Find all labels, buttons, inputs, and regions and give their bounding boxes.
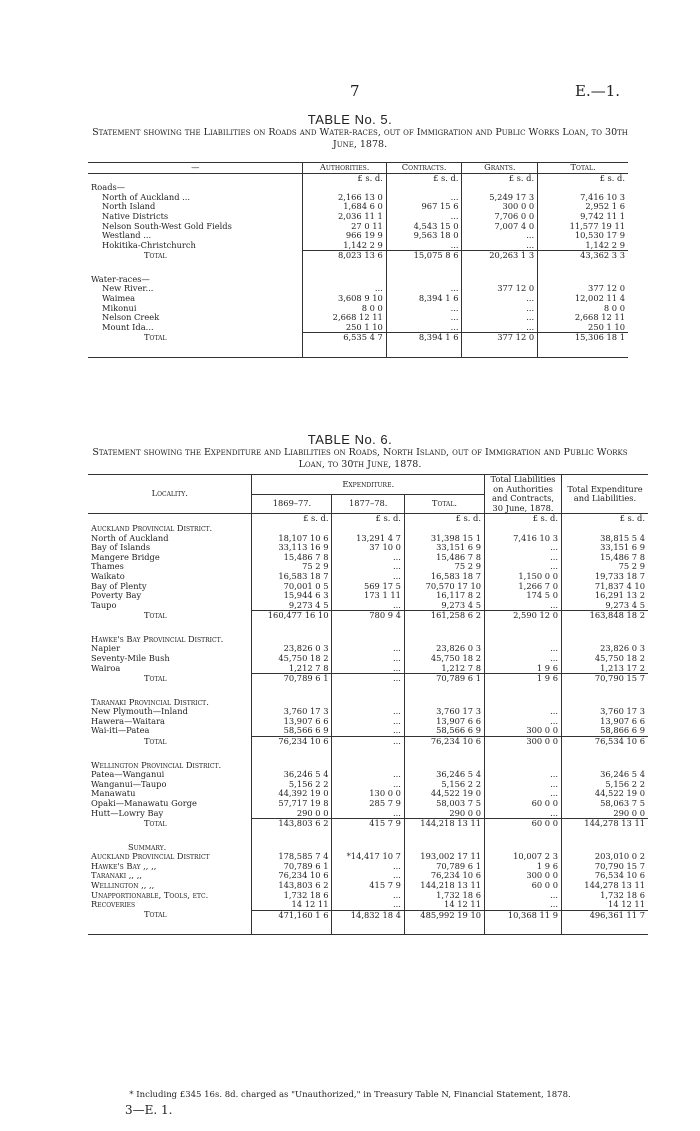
total-cell: 2,590 12 0 bbox=[485, 611, 562, 629]
value-cell: 71,837 4 10 bbox=[562, 582, 649, 592]
total-cell: 163,848 18 2 bbox=[562, 611, 649, 629]
value-cell: 7,416 10 3 bbox=[485, 534, 562, 544]
value-cell: ... bbox=[485, 543, 562, 553]
row-label: Auckland Provincial District bbox=[91, 851, 210, 862]
value-cell: ... bbox=[485, 780, 562, 790]
value-cell: 1,266 7 0 bbox=[485, 582, 562, 592]
value-cell: 7,007 4 0 bbox=[462, 222, 538, 232]
value-cell: 60 0 0 bbox=[485, 881, 562, 891]
row-label: Seventy-Mile Bush bbox=[91, 653, 170, 663]
value-cell: 1,150 0 0 bbox=[485, 572, 562, 582]
value-cell: 58,866 6 9 bbox=[562, 726, 649, 736]
value-cell: 9,273 4 5 bbox=[404, 601, 484, 611]
value-cell: 285 7 9 bbox=[332, 799, 404, 809]
value-cell: 5,156 2 2 bbox=[562, 780, 649, 790]
value-cell: 75 2 9 bbox=[252, 562, 332, 572]
value-cell: 4,543 15 0 bbox=[386, 222, 462, 232]
row-label: Hawera—Waitara bbox=[91, 715, 166, 726]
value-cell: 33,151 6 9 bbox=[562, 543, 649, 553]
gap-cell bbox=[332, 928, 404, 935]
value-cell: 174 5 0 bbox=[485, 591, 562, 601]
value-cell: 76,234 10 6 bbox=[252, 871, 332, 881]
value-cell: 415 7 9 bbox=[332, 881, 404, 891]
value-cell: 1 9 6 bbox=[485, 862, 562, 872]
expenditure-header: Expenditure. bbox=[252, 475, 485, 495]
value-cell: 8 0 0 bbox=[303, 304, 386, 314]
value-cell: 19,733 18 7 bbox=[562, 572, 649, 582]
value-cell: 12,002 11 4 bbox=[538, 294, 628, 304]
signature-mark: 3—E. 1. bbox=[125, 1103, 173, 1117]
value-cell: 1,684 6 0 bbox=[303, 202, 386, 212]
value-cell: 2,952 1 6 bbox=[538, 202, 628, 212]
value-cell: 13,907 6 6 bbox=[404, 717, 484, 727]
document-code: E.—1. bbox=[575, 82, 621, 100]
value-cell: ... bbox=[485, 891, 562, 901]
value-cell: 14 12 11 bbox=[562, 900, 649, 910]
value-cell: 13,907 6 6 bbox=[252, 717, 332, 727]
value-cell: ... bbox=[485, 553, 562, 563]
total-cell: 10,368 11 9 bbox=[485, 910, 562, 928]
row-label: Mikonui bbox=[102, 302, 137, 313]
total-cell: 6,535 4 7 bbox=[303, 333, 386, 351]
unit-label: £ s. d. bbox=[332, 514, 404, 524]
value-cell: 2,668 12 11 bbox=[303, 313, 386, 323]
value-cell: 2,668 12 11 bbox=[538, 313, 628, 323]
value-cell: ... bbox=[462, 231, 538, 241]
value-cell: 31,398 15 1 bbox=[404, 534, 484, 544]
value-cell: 36,246 5 4 bbox=[252, 770, 332, 780]
value-cell: 70,790 15 7 bbox=[562, 862, 649, 872]
row-label: Napier bbox=[91, 643, 121, 654]
value-cell: 76,534 10 6 bbox=[562, 871, 649, 881]
gap-cell bbox=[538, 351, 628, 358]
row-label: Thames bbox=[91, 561, 124, 572]
value-cell: *14,417 10 7 bbox=[332, 852, 404, 862]
value-cell: ... bbox=[462, 294, 538, 304]
value-cell: 23,826 0 3 bbox=[562, 644, 649, 654]
row-label: New River... bbox=[102, 283, 154, 294]
total-label: Total bbox=[144, 817, 167, 828]
gap-cell bbox=[462, 351, 538, 358]
total-cell: 415 7 9 bbox=[332, 819, 404, 837]
value-cell: 15,486 7 8 bbox=[562, 553, 649, 563]
value-cell: 16,583 18 7 bbox=[404, 572, 484, 582]
row-label: North of Auckland bbox=[91, 532, 169, 543]
value-cell: 70,570 17 10 bbox=[404, 582, 484, 592]
row-label: Patea—Wanganui bbox=[91, 769, 165, 780]
value-cell: ... bbox=[332, 891, 404, 901]
col-header: Contracts. bbox=[386, 163, 462, 174]
unit-label: £ s. d. bbox=[538, 173, 628, 183]
total-cell: 15,075 8 6 bbox=[386, 251, 462, 269]
row-label: Wellington ,, ,, bbox=[91, 880, 155, 890]
total-label: Total bbox=[144, 331, 167, 342]
total-cell: 14,832 18 4 bbox=[332, 910, 404, 928]
gap-cell bbox=[88, 928, 252, 935]
value-cell: ... bbox=[485, 654, 562, 664]
row-label: Hokitika-Christchurch bbox=[102, 239, 196, 250]
value-cell: 37 10 0 bbox=[332, 543, 404, 553]
gap-cell bbox=[404, 928, 484, 935]
value-cell: ... bbox=[485, 644, 562, 654]
value-cell: 8,394 1 6 bbox=[386, 294, 462, 304]
value-cell: ... bbox=[485, 562, 562, 572]
row-label: Opaki—Manawatu Gorge bbox=[91, 797, 197, 808]
value-cell: ... bbox=[332, 770, 404, 780]
row-label: Bay of Plenty bbox=[91, 580, 147, 591]
value-cell: ... bbox=[332, 862, 404, 872]
value-cell: 144,218 13 11 bbox=[404, 881, 484, 891]
value-cell: 1,732 18 6 bbox=[562, 891, 649, 901]
gap-cell bbox=[562, 928, 649, 935]
locality-header: Locality. bbox=[88, 475, 252, 514]
value-cell: 58,003 7 5 bbox=[404, 799, 484, 809]
value-cell: 9,563 18 0 bbox=[386, 231, 462, 241]
value-cell: 3,760 17 3 bbox=[252, 707, 332, 717]
value-cell: 36,246 5 4 bbox=[404, 770, 484, 780]
group-heading: Taranaki Provincial District. bbox=[91, 696, 209, 707]
total-cell: 76,534 10 6 bbox=[562, 737, 649, 755]
value-cell: ... bbox=[485, 770, 562, 780]
value-cell: 58,566 6 9 bbox=[404, 726, 484, 736]
total-header: Total. bbox=[404, 494, 484, 514]
value-cell: 13,907 6 6 bbox=[562, 717, 649, 727]
unit-label: £ s. d. bbox=[404, 514, 484, 524]
value-cell: 45,750 18 2 bbox=[252, 654, 332, 664]
table6 bbox=[88, 474, 648, 935]
value-cell: 2,036 11 1 bbox=[303, 212, 386, 222]
value-cell: 60 0 0 bbox=[485, 799, 562, 809]
row-label: Manawatu bbox=[91, 788, 136, 799]
value-cell: ... bbox=[386, 313, 462, 323]
total-cell: 144,278 13 11 bbox=[562, 819, 649, 837]
value-cell: 58,566 6 9 bbox=[252, 726, 332, 736]
value-cell: ... bbox=[386, 323, 462, 333]
value-cell: 1,142 2 9 bbox=[538, 241, 628, 251]
col-header: Total. bbox=[538, 163, 628, 174]
value-cell: 36,246 5 4 bbox=[562, 770, 649, 780]
total-cell: 76,234 10 6 bbox=[404, 737, 484, 755]
total-cell: 300 0 0 bbox=[485, 737, 562, 755]
value-cell: 7,416 10 3 bbox=[538, 193, 628, 203]
value-cell: ... bbox=[485, 900, 562, 910]
value-cell: 18,107 10 6 bbox=[252, 534, 332, 544]
row-label: Native Districts bbox=[102, 210, 169, 221]
value-cell: 70,001 0 5 bbox=[252, 582, 332, 592]
total-label: Total bbox=[144, 735, 167, 746]
value-cell: 45,750 18 2 bbox=[404, 654, 484, 664]
value-cell: 5,156 2 2 bbox=[404, 780, 484, 790]
section-heading: Roads— bbox=[91, 182, 126, 193]
table5-statement: Statement showing the Liabilities on Roads and Water-races, out of Immigration and Public Works Loan, to 30th June, 1878. bbox=[92, 127, 628, 150]
row-label: Taranaki ,, ,, bbox=[91, 870, 142, 881]
value-cell: 7,706 0 0 bbox=[462, 212, 538, 222]
gap-cell bbox=[386, 351, 462, 358]
value-cell: 967 15 6 bbox=[386, 202, 462, 212]
value-cell: 9,742 11 1 bbox=[538, 212, 628, 222]
year-header: 1877–78. bbox=[332, 494, 404, 514]
total-cell: 70,789 6 1 bbox=[404, 674, 484, 692]
value-cell: ... bbox=[485, 789, 562, 799]
value-cell: ... bbox=[485, 717, 562, 727]
value-cell: 70,789 6 1 bbox=[404, 862, 484, 872]
empty-cell bbox=[303, 275, 386, 285]
gap-cell bbox=[252, 928, 332, 935]
col-header: — bbox=[88, 163, 303, 174]
col-header: Grants. bbox=[462, 163, 538, 174]
value-cell: 5,156 2 2 bbox=[252, 780, 332, 790]
row-label: Waimea bbox=[102, 293, 136, 304]
value-cell: 44,522 19 0 bbox=[562, 789, 649, 799]
row-label: North of Auckland ... bbox=[102, 191, 191, 202]
value-cell: 45,750 18 2 bbox=[562, 654, 649, 664]
value-cell: 3,760 17 3 bbox=[404, 707, 484, 717]
value-cell: 1,732 18 6 bbox=[404, 891, 484, 901]
total-cell: ... bbox=[332, 737, 404, 755]
total-cell: 8,023 13 6 bbox=[303, 251, 386, 269]
value-cell: ... bbox=[332, 644, 404, 654]
value-cell: 70,789 6 1 bbox=[252, 862, 332, 872]
value-cell: ... bbox=[332, 871, 404, 881]
total-cell: 780 9 4 bbox=[332, 611, 404, 629]
value-cell: ... bbox=[485, 707, 562, 717]
value-cell: 38,815 5 4 bbox=[562, 534, 649, 544]
total-cell: 160,477 16 10 bbox=[252, 611, 332, 629]
unit-label: £ s. d. bbox=[303, 173, 386, 183]
total-cell: 76,234 10 6 bbox=[252, 737, 332, 755]
value-cell: ... bbox=[303, 284, 386, 294]
value-cell: ... bbox=[462, 323, 538, 333]
total-cell: 20,263 1 3 bbox=[462, 251, 538, 269]
value-cell: 13,291 4 7 bbox=[332, 534, 404, 544]
footnote: * Including £345 16s. 8d. charged as "Unauthorized," in Treasury Table N, Financial Statement, 1878. bbox=[129, 1090, 571, 1100]
value-cell: 8 0 0 bbox=[538, 304, 628, 314]
value-cell: ... bbox=[332, 601, 404, 611]
value-cell: ... bbox=[386, 193, 462, 203]
value-cell: 23,826 0 3 bbox=[252, 644, 332, 654]
value-cell: 143,803 6 2 bbox=[252, 881, 332, 891]
value-cell: 16,583 18 7 bbox=[252, 572, 332, 582]
liabilities-header: Total Liabilities on Authorities and Contracts, 30 June, 1878. bbox=[485, 475, 562, 514]
row-label: Hawke's Bay ,, ,, bbox=[91, 860, 157, 871]
unit-label: £ s. d. bbox=[386, 173, 462, 183]
value-cell: 1,212 7 8 bbox=[404, 664, 484, 674]
total-label: Total bbox=[144, 249, 167, 260]
group-heading: Wellington Provincial District. bbox=[91, 759, 222, 770]
value-cell: 377 12 0 bbox=[462, 284, 538, 294]
value-cell: 5,249 17 3 bbox=[462, 193, 538, 203]
unit-label: £ s. d. bbox=[485, 514, 562, 524]
row-label: Mount Ida... bbox=[102, 321, 154, 332]
value-cell: 44,392 19 0 bbox=[252, 789, 332, 799]
value-cell: 193,002 17 11 bbox=[404, 852, 484, 862]
col-header: Authorities. bbox=[303, 163, 386, 174]
value-cell: 33,151 6 9 bbox=[404, 543, 484, 553]
total-cell: 485,992 19 10 bbox=[404, 910, 484, 928]
value-cell: 1,732 18 6 bbox=[252, 891, 332, 901]
value-cell: 1,212 7 8 bbox=[252, 664, 332, 674]
row-label: Mangere Bridge bbox=[91, 551, 160, 562]
row-label: Wai-iti—Patea bbox=[91, 725, 150, 736]
value-cell: 377 12 0 bbox=[538, 284, 628, 294]
unit-label: £ s. d. bbox=[562, 514, 649, 524]
value-cell: ... bbox=[332, 572, 404, 582]
row-label: Recoveries bbox=[91, 899, 136, 910]
row-label: Waikato bbox=[91, 570, 125, 581]
value-cell: 58,063 7 5 bbox=[562, 799, 649, 809]
value-cell: 33,113 16 9 bbox=[252, 543, 332, 553]
value-cell: 3,608 9 10 bbox=[303, 294, 386, 304]
total-cell: 70,790 15 7 bbox=[562, 674, 649, 692]
value-cell: 290 0 0 bbox=[252, 809, 332, 819]
total-cell: 15,306 18 1 bbox=[538, 333, 628, 351]
grand-total-header: Total Expenditure and Liabilities. bbox=[562, 475, 649, 514]
value-cell: 300 0 0 bbox=[485, 726, 562, 736]
row-label: Nelson South-West Gold Fields bbox=[102, 220, 232, 231]
value-cell: ... bbox=[485, 809, 562, 819]
value-cell: 203,010 0 2 bbox=[562, 852, 649, 862]
value-cell: ... bbox=[462, 241, 538, 251]
total-cell: 70,789 6 1 bbox=[252, 674, 332, 692]
total-cell: 143,803 6 2 bbox=[252, 819, 332, 837]
row-label: Unapportionable, Tools, etc. bbox=[91, 889, 209, 900]
value-cell: 1 9 6 bbox=[485, 664, 562, 674]
table5-title: TABLE No. 5. bbox=[307, 112, 393, 127]
value-cell: 76,234 10 6 bbox=[404, 871, 484, 881]
value-cell: ... bbox=[332, 717, 404, 727]
value-cell: 3,760 17 3 bbox=[562, 707, 649, 717]
total-cell: 377 12 0 bbox=[462, 333, 538, 351]
section-heading: Water-races— bbox=[91, 273, 150, 284]
gap-cell bbox=[303, 351, 386, 358]
value-cell: 9,273 4 5 bbox=[562, 601, 649, 611]
total-cell: 43,362 3 3 bbox=[538, 251, 628, 269]
row-label: Wairoa bbox=[91, 662, 121, 673]
total-cell: 471,160 1 6 bbox=[252, 910, 332, 928]
total-cell: 1 9 6 bbox=[485, 674, 562, 692]
value-cell: 75 2 9 bbox=[562, 562, 649, 572]
value-cell: 1,142 2 9 bbox=[303, 241, 386, 251]
group-heading: Auckland Provincial District. bbox=[91, 522, 213, 533]
value-cell: 16,291 13 2 bbox=[562, 591, 649, 601]
total-cell: 161,258 6 2 bbox=[404, 611, 484, 629]
group-heading: Hawke's Bay Provincial District. bbox=[91, 633, 224, 644]
total-cell: 8,394 1 6 bbox=[386, 333, 462, 351]
row-label: Wanganui—Taupo bbox=[91, 778, 167, 789]
value-cell: 569 17 5 bbox=[332, 582, 404, 592]
value-cell: 44,522 19 0 bbox=[404, 789, 484, 799]
row-label: Nelson Creek bbox=[102, 312, 160, 323]
total-cell: 496,361 11 7 bbox=[562, 910, 649, 928]
value-cell: 1,213 17 2 bbox=[562, 664, 649, 674]
unit-label: £ s. d. bbox=[462, 173, 538, 183]
table6-title: TABLE No. 6. bbox=[307, 432, 393, 447]
value-cell: 250 1 10 bbox=[303, 323, 386, 333]
value-cell: 966 19 9 bbox=[303, 231, 386, 241]
value-cell: ... bbox=[386, 284, 462, 294]
value-cell: ... bbox=[332, 654, 404, 664]
value-cell: ... bbox=[332, 780, 404, 790]
total-label: Total bbox=[144, 672, 167, 683]
value-cell: 290 0 0 bbox=[562, 809, 649, 819]
value-cell: ... bbox=[332, 900, 404, 910]
row-label: Poverty Bay bbox=[91, 590, 142, 601]
value-cell: 9,273 4 5 bbox=[252, 601, 332, 611]
row-label: Westland ... bbox=[102, 230, 152, 241]
table6-statement: Statement showing the Expenditure and Liabilities on Roads, North Island, out of Immigration and Public Works Loan, to 30th June, 1878. bbox=[92, 447, 628, 470]
value-cell: ... bbox=[462, 313, 538, 323]
value-cell: ... bbox=[332, 664, 404, 674]
value-cell: ... bbox=[332, 809, 404, 819]
value-cell: 178,585 7 4 bbox=[252, 852, 332, 862]
value-cell: ... bbox=[332, 553, 404, 563]
value-cell: ... bbox=[332, 726, 404, 736]
row-label: Taupo bbox=[91, 599, 117, 610]
value-cell: 250 1 10 bbox=[538, 323, 628, 333]
gap-cell bbox=[88, 351, 303, 358]
unit-label: £ s. d. bbox=[252, 514, 332, 524]
value-cell: 15,486 7 8 bbox=[252, 553, 332, 563]
value-cell: 16,117 8 2 bbox=[404, 591, 484, 601]
value-cell: 10,007 2 3 bbox=[485, 852, 562, 862]
total-label: Total bbox=[144, 909, 167, 920]
value-cell: ... bbox=[462, 304, 538, 314]
total-cell: 144,218 13 11 bbox=[404, 819, 484, 837]
row-label: New Plymouth—Inland bbox=[91, 706, 188, 717]
value-cell: ... bbox=[485, 601, 562, 611]
value-cell: 11,577 19 11 bbox=[538, 222, 628, 232]
value-cell: ... bbox=[332, 562, 404, 572]
page-number: 7 bbox=[350, 82, 360, 100]
value-cell: ... bbox=[386, 241, 462, 251]
row-label: North Island bbox=[102, 201, 156, 212]
value-cell: 144,278 13 11 bbox=[562, 881, 649, 891]
row-label: Hutt—Lowry Bay bbox=[91, 807, 164, 818]
total-cell: 60 0 0 bbox=[485, 819, 562, 837]
value-cell: 15,944 6 3 bbox=[252, 591, 332, 601]
total-label: Total bbox=[144, 609, 167, 620]
value-cell: 300 0 0 bbox=[485, 871, 562, 881]
row-label: Bay of Islands bbox=[91, 542, 151, 553]
value-cell: 57,717 19 8 bbox=[252, 799, 332, 809]
total-cell: ... bbox=[332, 674, 404, 692]
value-cell: 14 12 11 bbox=[252, 900, 332, 910]
value-cell: 300 0 0 bbox=[462, 202, 538, 212]
value-cell: ... bbox=[386, 304, 462, 314]
table5 bbox=[88, 162, 628, 358]
value-cell: 290 0 0 bbox=[404, 809, 484, 819]
year-header: 1869–77. bbox=[252, 494, 332, 514]
value-cell: ... bbox=[386, 212, 462, 222]
value-cell: 10,530 17 9 bbox=[538, 231, 628, 241]
value-cell: ... bbox=[332, 707, 404, 717]
value-cell: 23,826 0 3 bbox=[404, 644, 484, 654]
gap-cell bbox=[485, 928, 562, 935]
value-cell: 130 0 0 bbox=[332, 789, 404, 799]
value-cell: 14 12 11 bbox=[404, 900, 484, 910]
group-heading: Summary. bbox=[128, 841, 167, 852]
value-cell: 173 1 11 bbox=[332, 591, 404, 601]
value-cell: 75 2 9 bbox=[404, 562, 484, 572]
value-cell: 27 0 11 bbox=[303, 222, 386, 232]
value-cell: 15,486 7 8 bbox=[404, 553, 484, 563]
value-cell: 2,166 13 0 bbox=[303, 193, 386, 203]
